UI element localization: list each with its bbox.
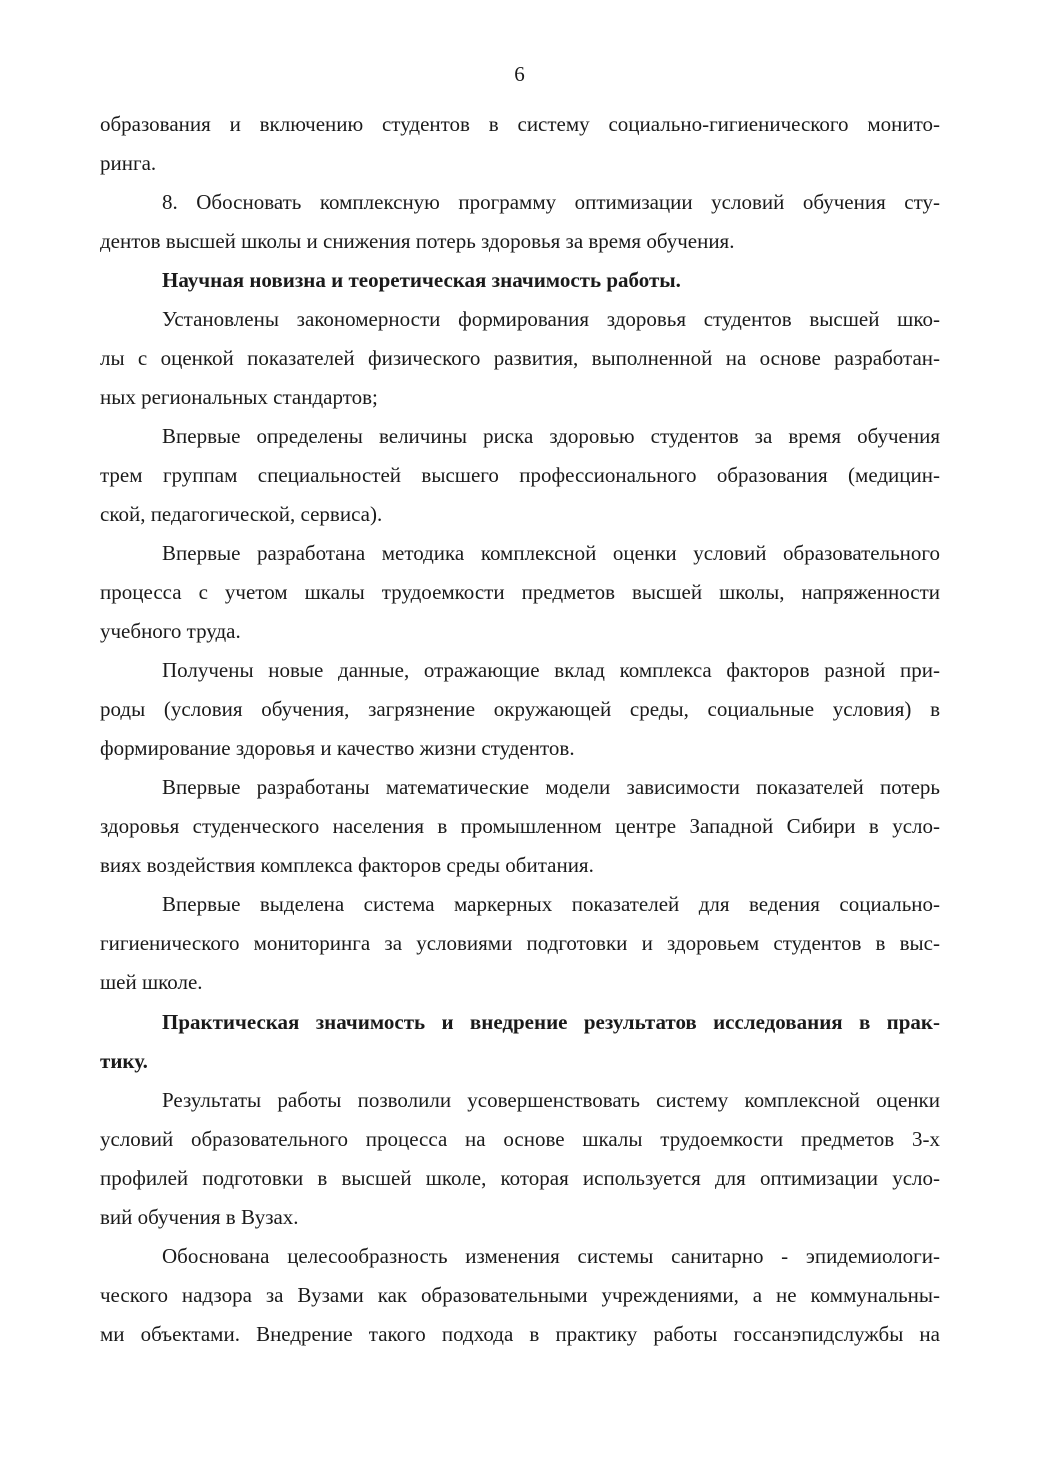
text-line: Впервые выделена система маркерных показателей для ведения социально-: [162, 892, 940, 916]
text-line: Впервые разработаны математические модели зависимости показателей потерь: [162, 775, 940, 799]
page-number: 6: [514, 62, 525, 86]
text-line: образования и включению студентов в систему социально-гигиенического монито-: [100, 112, 940, 136]
text-line: лы с оценкой показателей физического развития, выполненной на основе разработан-: [100, 346, 940, 370]
section-heading: тику.: [100, 1049, 148, 1073]
text-line: гигиенического мониторинга за условиями подготовки и здоровьем студентов в выс-: [100, 931, 940, 955]
text-line: здоровья студенческого населения в промышленном центре Западной Сибири в усло-: [100, 814, 940, 838]
text-line: Установлены закономерности формирования здоровья студентов высшей шко-: [162, 307, 940, 331]
text-line: ской, педагогической, сервиса).: [100, 502, 383, 526]
text-line: виях воздействия комплекса факторов среды обитания.: [100, 853, 594, 877]
text-line: ми объектами. Внедрение такого подхода в практику работы госсанэпидслужбы на: [100, 1322, 940, 1346]
text-line: ных региональных стандартов;: [100, 385, 378, 409]
text-line: 8. Обосновать комплексную программу оптимизации условий обучения сту-: [162, 190, 940, 214]
text-line: условий образовательного процесса на основе шкалы трудоемкости предметов 3-х: [100, 1127, 940, 1151]
text-line: ринга.: [100, 151, 157, 175]
text-line: Обоснована целесообразность изменения системы санитарно - эпидемиологи-: [162, 1244, 940, 1268]
text-line: профилей подготовки в высшей школе, которая используется для оптимизации усло-: [100, 1166, 940, 1190]
text-line: Впервые разработана методика комплексной оценки условий образовательного: [162, 541, 940, 565]
text-line: процесса с учетом шкалы трудоемкости предметов высшей школы, напряженности: [100, 580, 940, 604]
text-line: роды (условия обучения, загрязнение окружающей среды, социальные условия) в: [100, 697, 940, 721]
text-line: учебного труда.: [100, 619, 241, 643]
section-heading: Практическая значимость и внедрение результатов исследования в прак-: [162, 1010, 940, 1034]
text-line: формирование здоровья и качество жизни студентов.: [100, 736, 575, 760]
text-line: Получены новые данные, отражающие вклад комплекса факторов разной при-: [162, 658, 940, 682]
text-line: трем группам специальностей высшего профессионального образования (медицин-: [100, 463, 940, 487]
text-line: Результаты работы позволили усовершенствовать систему комплексной оценки: [162, 1088, 940, 1112]
text-line: дентов высшей школы и снижения потерь здоровья за время обучения.: [100, 229, 735, 253]
text-line: Впервые определены величины риска здоровью студентов за время обучения: [162, 424, 940, 448]
section-heading: Научная новизна и теоретическая значимость работы.: [162, 268, 681, 292]
text-line: вий обучения в Вузах.: [100, 1205, 299, 1229]
text-line: ческого надзора за Вузами как образовательными учреждениями, а не коммунальны-: [100, 1283, 940, 1307]
text-line: шей школе.: [100, 970, 203, 994]
